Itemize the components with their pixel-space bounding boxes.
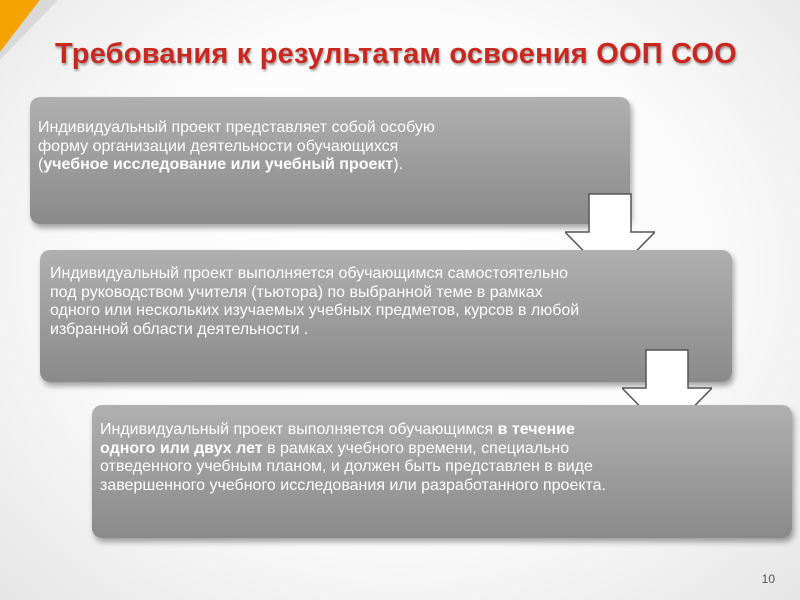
info-box-3 — [92, 405, 792, 538]
info-box-2-text: Индивидуальный проект выполняется обучающимся самостоятельно под руководством учителя (тьютора) по выбранной теме в рамках одного или нескольких изучаемых учебных предметов, курсов в любой избранной области деятельности . — [50, 265, 580, 338]
info-box-1-text: Индивидуальный проект представляет собой особую форму организации деятельности обучающихся (учебное исследование или учебный проект). — [38, 119, 435, 173]
page-number: 10 — [761, 572, 775, 586]
info-box-3-text: Индивидуальный проект выполняется обучающимся в течение одного или двух лет в рамках учебного времени, специально отведенного учебным планом, и должен быть представлен в виде завершенного учебного исследования или разработанного проекта. — [100, 421, 607, 494]
page-title: Требования к результатам освоения ООП СОО — [55, 38, 737, 70]
info-box-1 — [30, 97, 630, 224]
